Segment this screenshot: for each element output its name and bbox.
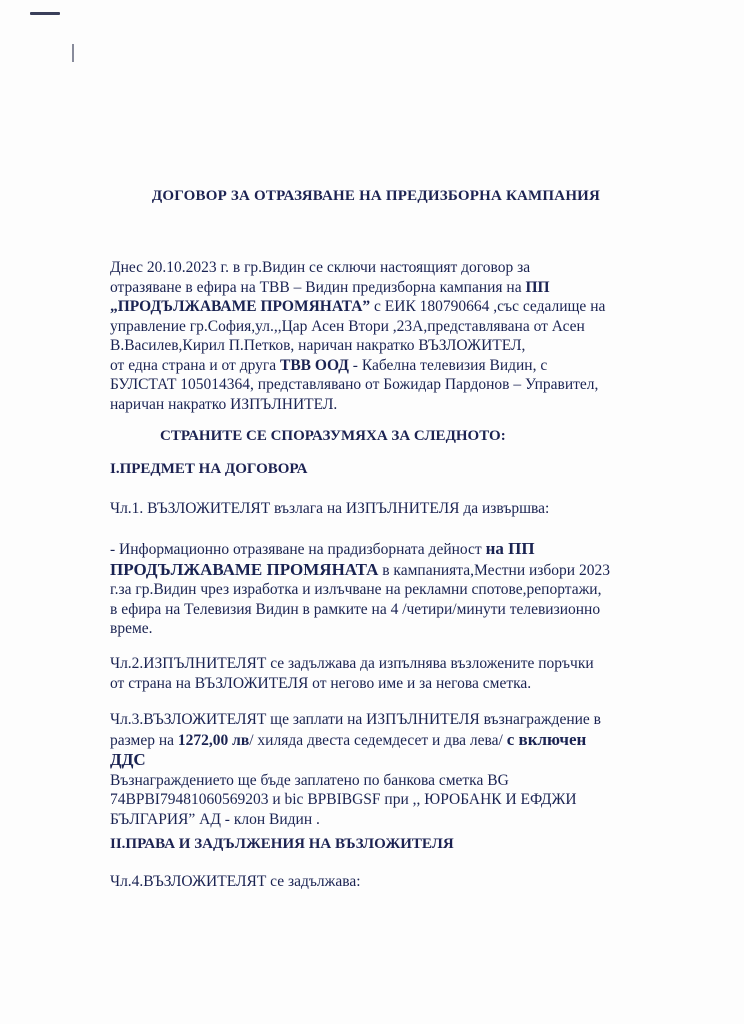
intro-line: В.Василев,Кирил П.Петков, наричан накратко ВЪЗЛОЖИТЕЛ,: [110, 337, 526, 354]
intro-line: БУЛСТАТ 105014364, представлявано от Божидар Пардонов – Управител,: [110, 376, 599, 393]
article-3: [110, 710, 650, 829]
info-line: - Информационно отразяване на прадизборната дейност на ПП: [110, 539, 535, 558]
intro-line: Днес 20.10.2023 г. в гр.Видин се сключи настоящият договор за: [110, 259, 531, 276]
article-3-line: размер на 1272,00 лв/ хиляда двеста седемдесет и два лева/ с включен: [110, 729, 587, 749]
intro-line: от една страна и от друга ТВВ ООД - Кабелна телевизия Видин, с: [110, 356, 548, 374]
intro-paragraph: [110, 258, 650, 414]
article-3-line: ДДС: [110, 750, 146, 769]
info-line: време.: [110, 620, 153, 637]
intro-line: отразяване в ефира на ТВВ – Видин предизборна кампания на ПП: [110, 278, 550, 296]
info-paragraph: [110, 539, 650, 639]
scan-mark: [30, 12, 60, 15]
article-4: [110, 872, 650, 892]
document-title: ДОГОВОР ЗА ОТРАЗЯВАНЕ НА ПРЕДИЗБОРНА КАМПАНИЯ: [151, 188, 601, 204]
intro-line: управление гр.София,ул.,,Цар Асен Втори ,23А,представлявана от Асен: [110, 317, 585, 335]
article-3-line: 74BPBI79481060569203 и bic BPBIBGSF при ,, ЮРОБАНК И ЕФДЖИ: [110, 791, 577, 808]
intro-line: наричан накратко ИЗПЪЛНИТЕЛ.: [110, 395, 338, 413]
info-line: в ефира на Телевизия Видин в рамките на 4 /четири/минути телевизионно: [110, 600, 601, 618]
article-3-line: БЪЛГАРИЯ” АД - клон Видин .: [110, 810, 320, 828]
article-4-text: Чл.4.ВЪЗЛОЖИТЕЛЯТ се задължава:: [110, 873, 361, 890]
article-2-line: от страна на ВЪЗЛОЖИТЕЛЯ от негово име и за негова сметка.: [110, 674, 532, 692]
article-1-text: Чл.1. ВЪЗЛОЖИТЕЛЯТ възлага на ИЗПЪЛНИТЕЛЯ да извършва:: [110, 500, 550, 517]
article-1: [110, 499, 650, 519]
scan-mark: [72, 44, 74, 62]
article-3-line: Чл.3.ВЪЗЛОЖИТЕЛЯТ ще заплати на ИЗПЪЛНИТЕЛЯ възнаграждение в: [110, 711, 601, 728]
article-3-line: Възнаграждението ще бъде заплатено по банкова сметка BG: [110, 771, 509, 789]
article-2-line: Чл.2.ИЗПЪЛНИТЕЛЯТ се задължава да изпълнява възложените поръчки: [110, 655, 594, 672]
info-line: ПРОДЪЛЖАВАМЕ ПРОМЯНАТА в кампанията,Местни избори 2023: [110, 559, 610, 579]
intro-line: „ПРОДЪЛЖАВАМЕ ПРОМЯНАТА” с ЕИК 180790664 ,със седалище на: [110, 298, 606, 315]
section-heading: I.ПРЕДМЕТ НА ДОГОВОРА: [110, 461, 308, 477]
info-line: г.за гр.Видин чрез изработка и излъчване на рекламни спотове,репортажи,: [110, 581, 602, 598]
section-heading: II.ПРАВА И ЗАДЪЛЖЕНИЯ НА ВЪЗЛОЖИТЕЛЯ: [110, 836, 454, 852]
agreement-heading: СТРАНИТЕ СЕ СПОРАЗУМЯХА ЗА СЛЕДНОТО:: [160, 428, 506, 444]
article-2: [110, 654, 650, 693]
